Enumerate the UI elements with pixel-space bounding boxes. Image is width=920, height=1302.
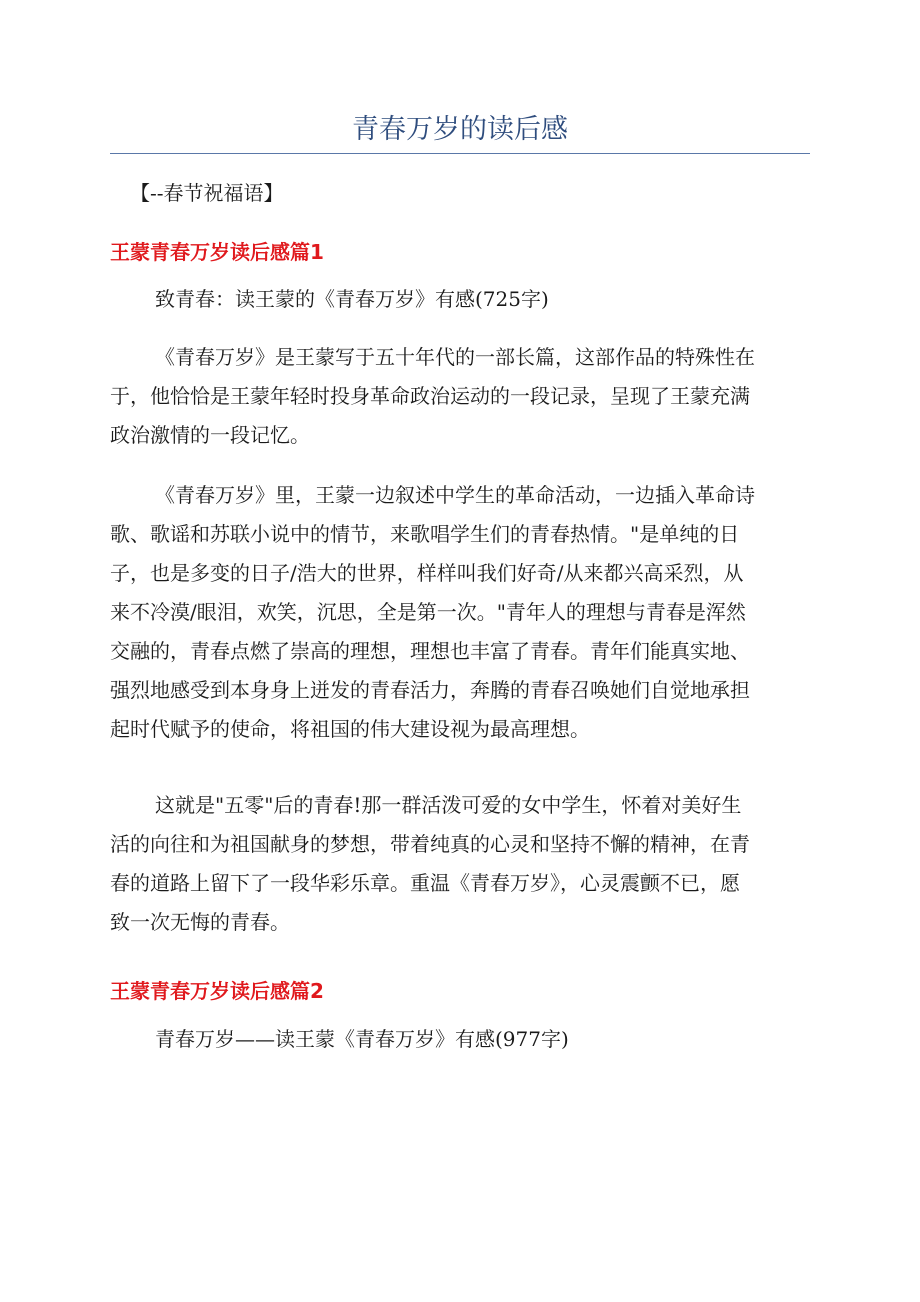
- document-subtitle: 【--春节祝福语】: [130, 181, 284, 205]
- paragraph-3-line-2: 活的向往和为祖国献身的梦想，带着纯真的心灵和坚持不懈的精神，在青: [110, 832, 750, 856]
- section-heading-2: 王蒙青春万岁读后感篇2: [110, 979, 324, 1003]
- paragraph-1-line-2: 于，他恰恰是王蒙年轻时投身革命政治运动的一段记录，呈现了王蒙充满: [110, 384, 750, 408]
- title-underline: [110, 153, 810, 154]
- paragraph-1-line-3: 政治激情的一段记忆。: [110, 423, 310, 447]
- paragraph-3-line-3: 春的道路上留下了一段华彩乐章。重温《青春万岁》，心灵震颤不已，愿: [110, 871, 740, 895]
- paragraph-2-line-2: 歌、歌谣和苏联小说中的情节，来歌唱学生们的青春热情。"是单纯的日: [110, 522, 740, 546]
- section-heading-1: 王蒙青春万岁读后感篇1: [110, 240, 324, 264]
- paragraph-2-line-6: 强烈地感受到本身身上迸发的青春活力，奔腾的青春召唤她们自觉地承担: [110, 678, 750, 702]
- paragraph-2-line-1: 《青春万岁》里，王蒙一边叙述中学生的革命活动，一边插入革命诗: [155, 483, 755, 507]
- paragraph-2-line-3: 子，也是多变的日子/浩大的世界，样样叫我们好奇/从来都兴高采烈，从: [110, 561, 744, 585]
- section-1-intro: 致青春：读王蒙的《青春万岁》有感(725字): [155, 287, 549, 311]
- document-title: 青春万岁的读后感: [352, 114, 568, 145]
- paragraph-1-line-1: 《青春万岁》是王蒙写于五十年代的一部长篇，这部作品的特殊性在: [155, 345, 755, 369]
- paragraph-2-line-5: 交融的，青春点燃了崇高的理想，理想也丰富了青春。青年们能真实地、: [110, 639, 750, 663]
- section-2-intro: 青春万岁——读王蒙《青春万岁》有感(977字): [155, 1027, 569, 1051]
- paragraph-3-line-1: 这就是"五零"后的青春!那一群活泼可爱的女中学生，怀着对美好生: [155, 793, 742, 817]
- paragraph-2-line-4: 来不冷漠/眼泪，欢笑，沉思，全是第一次。"青年人的理想与青春是浑然: [110, 600, 746, 624]
- paragraph-3-line-4: 致一次无悔的青春。: [110, 910, 290, 934]
- paragraph-2-line-7: 起时代赋予的使命，将祖国的伟大建设视为最高理想。: [110, 717, 590, 741]
